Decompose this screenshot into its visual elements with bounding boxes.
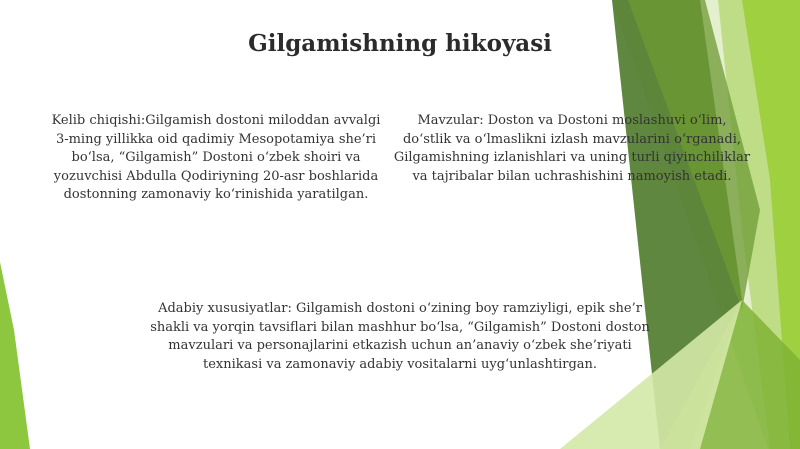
slide-title: Gilgamishning hikoyasi bbox=[248, 30, 552, 57]
literary-features-paragraph: Adabiy xususiyatlar: Gilgamish dostoni o‘zining boy ramziyligi, epik she’r shakli va yorqin tavsiflari bilan mashhur bo‘lsa, “Gilgamish” Dostoni doston mavzulari va personajlarini etkazish uchun an’anaviy o‘zbek she’riyati texnikasi va zamonaviy adabiy vositalarni uyg‘unlashtirgan. bbox=[150, 301, 650, 372]
left-accent-shape bbox=[0, 262, 30, 449]
themes-paragraph: Mavzular: Doston va Dostoni moslashuvi o‘lim, do‘stlik va o‘lmaslikni izlash mavzularini o‘rganadi, Gilgamishning izlanishlari va uning turli qiyinchiliklar va tajribalar bilan uchrashishini namoyish etadi. bbox=[393, 113, 751, 184]
origin-paragraph: Kelib chiqishi:Gilgamish dostoni miloddan avvalgi 3-ming yillikka oid qadimiy Mesopotamiya she’ri bo‘lsa, “Gilgamish” Dostoni o‘zbek shoiri va yozuvchisi Abdulla Qodiriyning 20-asr boshlarida dostonning zamonaviy ko‘rinishida yaratilgan. bbox=[51, 113, 381, 202]
